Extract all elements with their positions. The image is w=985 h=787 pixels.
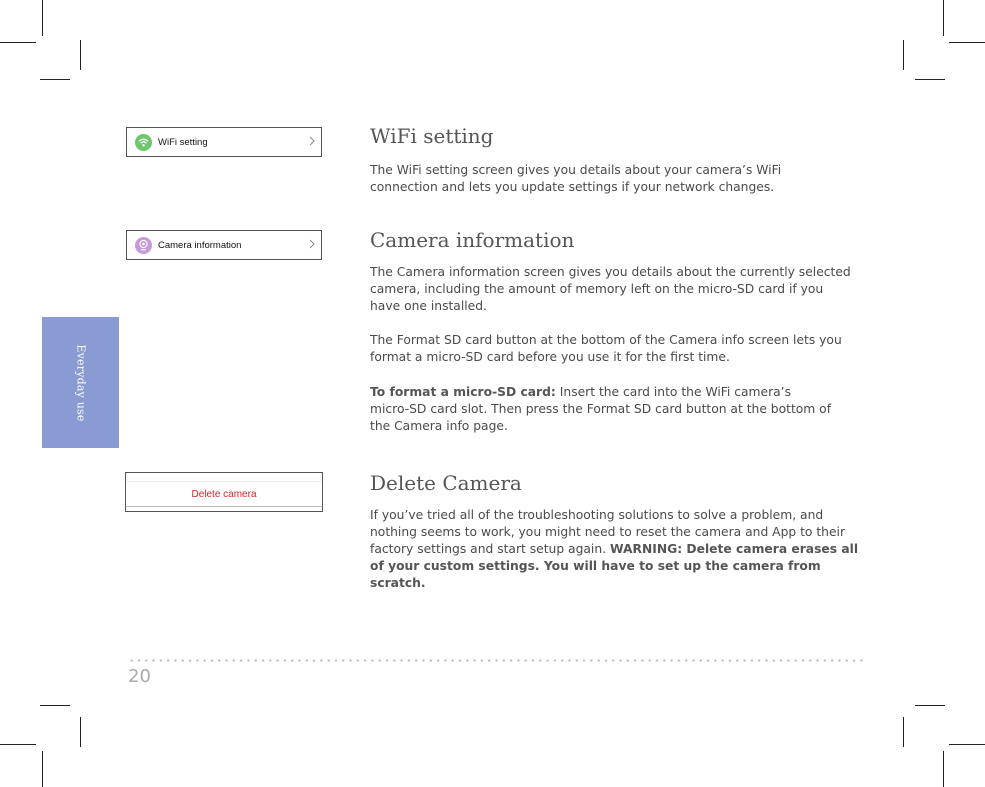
chevron-right-icon — [309, 136, 315, 149]
crop-mark — [42, 0, 43, 36]
camera-info-icon — [135, 237, 152, 254]
wifi-setting-row[interactable] — [126, 127, 322, 157]
camera-information-description: The Camera information screen gives you details about the currently selected camera, including the amount of memory left on the micro-SD card if you have one installed. — [370, 265, 851, 313]
crop-mark — [0, 744, 36, 745]
crop-mark — [949, 744, 985, 745]
page-number: 20 — [128, 666, 151, 687]
crop-mark — [943, 0, 944, 36]
delete-camera-panel — [125, 472, 323, 512]
crop-mark — [80, 40, 81, 70]
crop-mark — [903, 40, 904, 70]
section-tab-label: Everyday use — [74, 343, 87, 422]
delete-camera-button[interactable]: Delete camera — [126, 481, 322, 507]
crop-mark — [903, 717, 904, 747]
crop-mark — [80, 717, 81, 747]
camera-information-heading: Camera information — [370, 228, 575, 252]
crop-mark — [915, 705, 945, 706]
wifi-setting-label: WiFi setting — [158, 136, 208, 148]
section-tab — [42, 317, 119, 448]
camera-information-label: Camera information — [158, 239, 242, 251]
format-sd-description: The Format SD card button at the bottom of the Camera info screen lets you format a micro-SD card before you use it for the first time. — [370, 333, 842, 364]
chevron-right-icon — [309, 239, 315, 252]
crop-mark — [42, 751, 43, 787]
format-sd-instructions-lead: To format a micro-SD card: — [370, 385, 556, 399]
format-sd-instructions-text: Insert the card into the WiFi camera’s micro-SD card slot. Then press the Format SD card button at the bottom of the Camera info page. — [370, 385, 832, 433]
delete-camera-warning: WARNING: Delete camera erases all of your custom settings. You will have to set up the camera from scratch. — [370, 542, 859, 590]
delete-camera-description — [370, 507, 860, 592]
crop-mark — [0, 42, 36, 43]
camera-information-row[interactable] — [126, 230, 322, 260]
crop-mark — [915, 79, 945, 80]
delete-camera-heading: Delete Camera — [370, 471, 522, 495]
wifi-icon — [135, 134, 152, 151]
wifi-setting-heading: WiFi setting — [370, 124, 494, 148]
format-sd-instructions — [370, 384, 832, 435]
crop-mark — [40, 705, 70, 706]
crop-mark — [40, 79, 70, 80]
dotted-divider — [128, 659, 863, 662]
crop-mark — [949, 42, 985, 43]
delete-camera-text: If you’ve tried all of the troubleshooting solutions to solve a problem, and nothing seems to work, you might need to reset the camera and App to their factory settings and start setup again. — [370, 508, 846, 556]
wifi-setting-description: The WiFi setting screen gives you details about your camera’s WiFi connection and lets you update settings if your network changes. — [370, 163, 782, 194]
crop-mark — [943, 751, 944, 787]
